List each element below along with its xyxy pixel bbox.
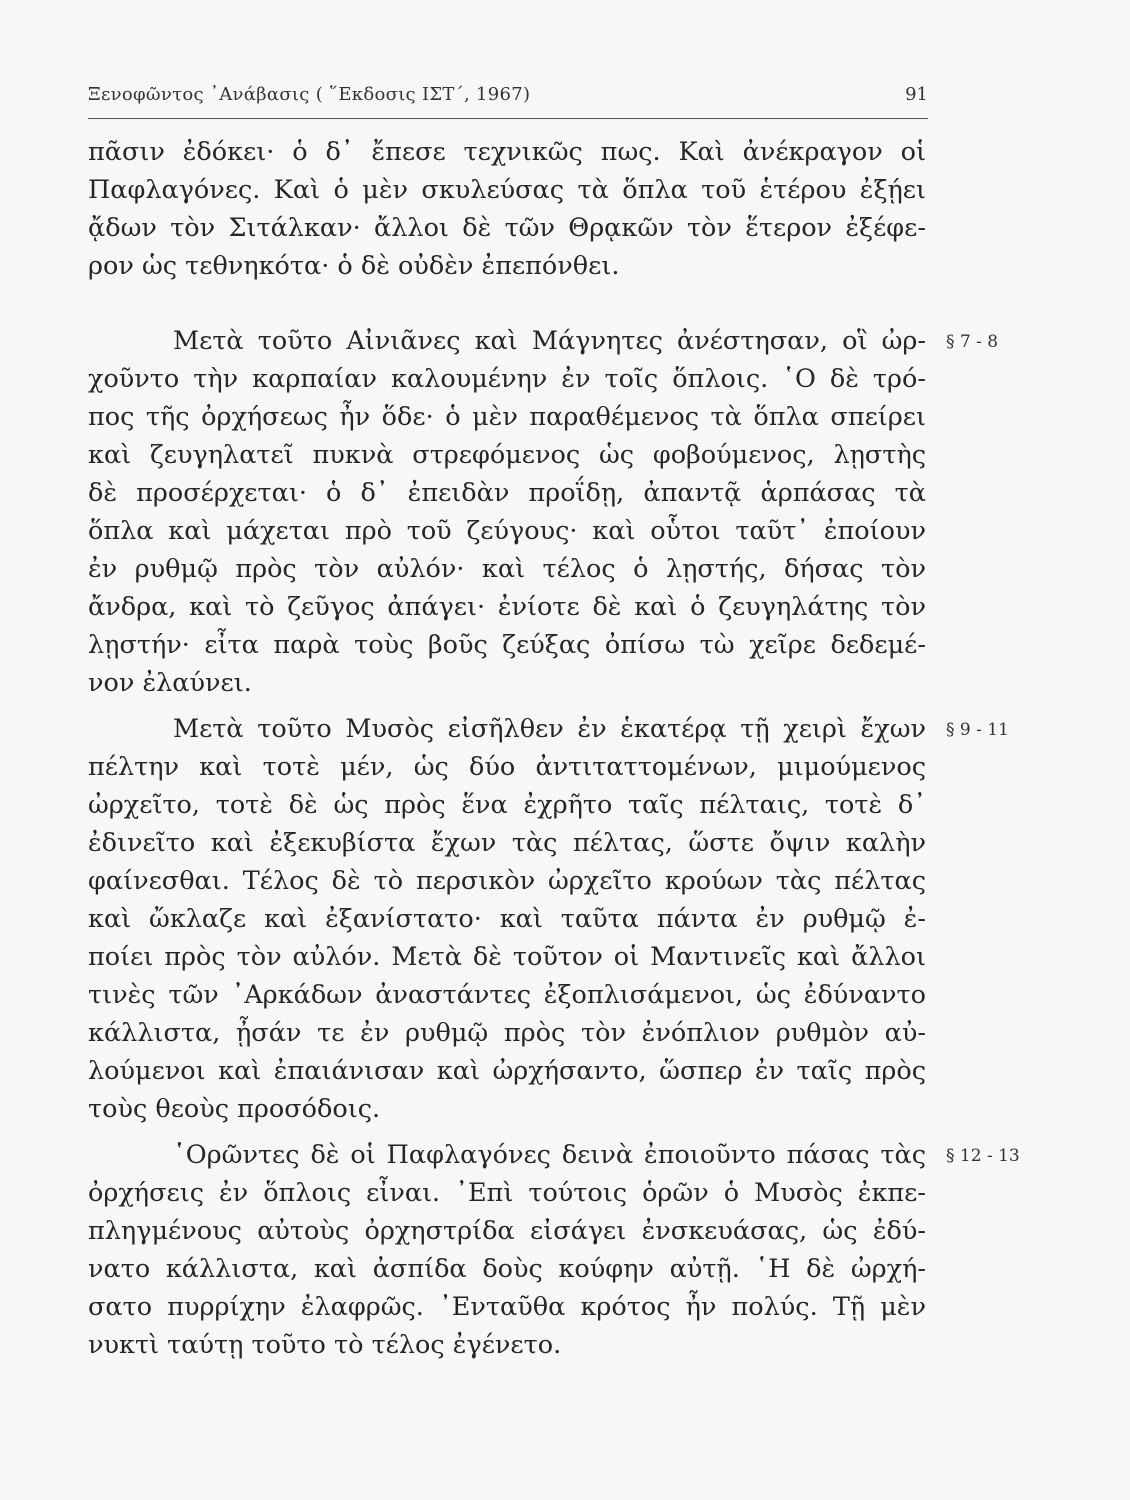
text-line: δὲ προσέρχεται· ὁ δ᾿ ἐπειδὰν προΐδῃ, ἀπαντᾷ ἁρπάσας τὰ (88, 478, 926, 508)
margin-section-ref: § 9 - 11 (946, 720, 1009, 740)
text-line: νυκτὶ ταύτῃ τοῦτο τὸ τέλος ἐγένετο. (88, 1330, 562, 1360)
text-line: νον ἐλαύνει. (88, 668, 252, 698)
text-line: πέλτην καὶ τοτὲ μέν, ὡς δύο ἀντιταττομένων, μιμούμενος (88, 752, 926, 782)
text-line: ᾄδων τὸν Σιτάλκαν· ἄλλοι δὲ τῶν Θρᾳκῶν τὸν ἕτερον ἐξέφε- (88, 213, 926, 243)
text-line: φαίνεσθαι. Τέλος δὲ τὸ περσικὸν ὠρχεῖτο κρούων τὰς πέλτας (88, 866, 926, 896)
text-line: ἄνδρα, καὶ τὸ ζεῦγος ἀπάγει· ἐνίοτε δὲ καὶ ὁ ζευγηλάτης τὸν (88, 592, 926, 622)
text-line: πᾶσιν ἐδόκει· ὁ δ᾿ ἔπεσε τεχνικῶς πως. Καὶ ἀνέκραγον οἱ (88, 137, 926, 167)
text-line: ποίει πρὸς τὸν αὐλόν. Μετὰ δὲ τοῦτον οἱ Μαντινεῖς καὶ ἄλλοι (88, 942, 926, 972)
text-line: Παφλαγόνες. Καὶ ὁ μὲν σκυλεύσας τὰ ὅπλα τοῦ ἑτέρου ἐξῄει (88, 175, 926, 205)
margin-section-ref: § 12 - 13 (946, 1146, 1020, 1166)
running-header (88, 84, 928, 119)
page-number: 91 (905, 84, 928, 105)
text-line: ὅπλα καὶ μάχεται πρὸ τοῦ ζεύγους· καὶ οὗτοι ταῦτ᾿ ἐποίουν (88, 516, 926, 546)
text-line: πος τῆς ὀρχήσεως ἦν ὅδε· ὁ μὲν παραθέμενος τὰ ὅπλα σπείρει (88, 402, 926, 432)
text-line: Μετὰ τοῦτο Μυσὸς εἰσῆλθεν ἐν ἑκατέρᾳ τῇ χειρὶ ἔχων (173, 714, 926, 744)
text-line: καὶ ὤκλαζε καὶ ἐξανίστατο· καὶ ταῦτα πάντα ἐν ρυθμῷ ἐ- (88, 904, 926, 934)
text-line: λῃστήν· εἶτα παρὰ τοὺς βοῦς ζεύξας ὀπίσω τὼ χεῖρε δεδεμέ- (88, 630, 926, 660)
margin-section-ref: § 7 - 8 (946, 332, 999, 352)
text-line: σατο πυρρίχην ἐλαφρῶς. ᾿Ενταῦθα κρότος ἦν πολύς. Τῇ μὲν (88, 1292, 926, 1322)
text-line: Μετὰ τοῦτο Αἰνιᾶνες καὶ Μάγνητες ἀνέστησαν, οἳ ὠρ- (173, 326, 926, 356)
text-line: ὀρχήσεις ἐν ὅπλοις εἶναι. ᾿Επὶ τούτοις ὁρῶν ὁ Μυσὸς ἐκπε- (88, 1178, 926, 1208)
text-line: χοῦντο τὴν καρπαίαν καλουμένην ἐν τοῖς ὅπλοις. ῾Ο δὲ τρό- (88, 364, 926, 394)
text-line: ἐν ρυθμῷ πρὸς τὸν αὐλόν· καὶ τέλος ὁ λῃστής, δήσας τὸν (88, 554, 926, 584)
text-line: νατο κάλλιστα, καὶ ἀσπίδα δοὺς κούφην αὐτῇ. ῾Η δὲ ὠρχή- (88, 1254, 926, 1284)
text-line: πληγμένους αὐτοὺς ὀρχηστρίδα εἰσάγει ἐνσκευάσας, ὡς ἐδύ- (88, 1216, 926, 1246)
text-line: ρον ὡς τεθνηκότα· ὁ δὲ οὐδὲν ἐπεπόνθει. (88, 251, 620, 281)
text-line: τινὲς τῶν ᾿Αρκάδων ἀναστάντες ἐξοπλισάμενοι, ὡς ἐδύναντο (88, 980, 926, 1010)
text-line: ἐδινεῖτο καὶ ἐξεκυβίστα ἔχων τὰς πέλτας, ὥστε ὄψιν καλὴν (88, 828, 926, 858)
text-line: ὠρχεῖτο, τοτὲ δὲ ὡς πρὸς ἕνα ἐχρῆτο ταῖς πέλταις, τοτὲ δ᾿ (88, 790, 926, 820)
text-line: λούμενοι καὶ ἐπαιάνισαν καὶ ὠρχήσαντο, ὥσπερ ἐν ταῖς πρὸς (88, 1056, 926, 1086)
text-line: ῾Ορῶντες δὲ οἱ Παφλαγόνες δεινὰ ἐποιοῦντο πάσας τὰς (173, 1140, 926, 1170)
text-line: καὶ ζευγηλατεῖ πυκνὰ στρεφόμενος ὡς φοβούμενος, λῃστὴς (88, 440, 926, 470)
header-title: Ξενοφῶντος ᾿Ανάβασις ( ῞Εκδοσις ΙΣΤ΄, 1967) (88, 84, 531, 105)
text-line: τοὺς θεοὺς προσόδοις. (88, 1094, 381, 1124)
text-line: κάλλιστα, ᾖσάν τε ἐν ρυθμῷ πρὸς τὸν ἐνόπλιον ρυθμὸν αὐ- (88, 1018, 926, 1048)
